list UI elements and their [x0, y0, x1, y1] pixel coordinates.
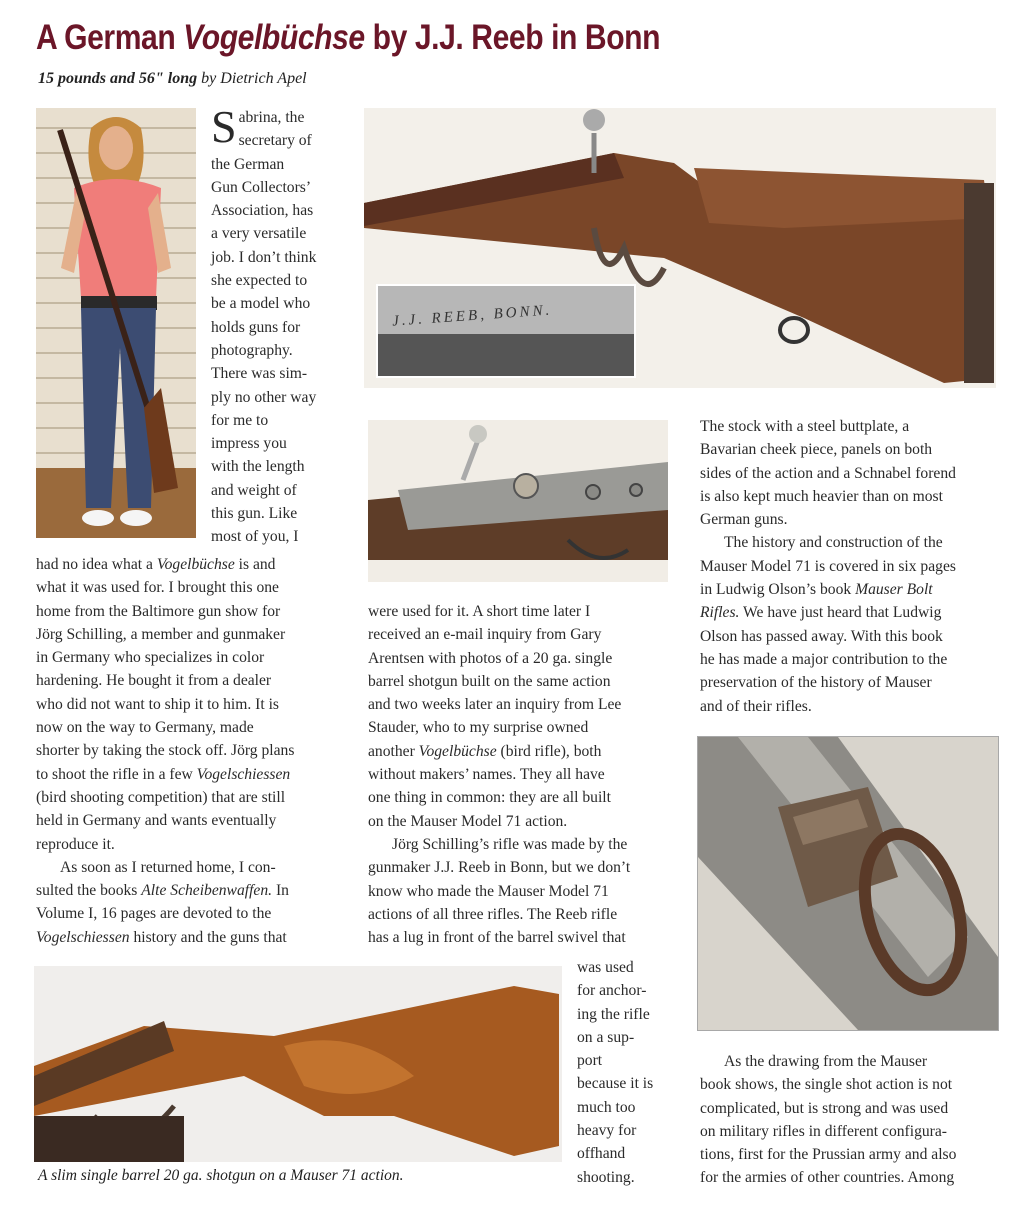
text-line: Bavarian cheek piece, panels on both	[700, 441, 933, 459]
text-line: Olson has passed away. With this book	[700, 627, 943, 645]
text-line: Jörg Schilling’s rifle was made by the	[392, 835, 628, 853]
text-line: now on the way to Germany, made	[36, 719, 254, 737]
text-line: in Germany who specializes in color	[36, 649, 265, 667]
text-line: actions of all three rifles. The Reeb rifle	[368, 905, 618, 923]
text-line: and weight of	[211, 481, 297, 499]
text-line: on the Mauser Model 71 action.	[368, 812, 568, 830]
action-photo	[368, 420, 668, 582]
text-line: shorter by taking the stock off. Jörg plans	[36, 742, 295, 760]
article-byline: 15 pounds and 56" long by Dietrich Apel	[38, 70, 307, 87]
text-line: another Vogelbüchse (bird rifle), both	[368, 742, 602, 760]
text-line: preservation of the history of Mauser	[700, 674, 932, 692]
text-line: know who made the Mauser Model 71	[368, 882, 609, 900]
text-line: much too	[577, 1098, 636, 1116]
text-line: impress you	[211, 435, 287, 453]
text-line: Rifles. We have just heard that Ludwig	[700, 604, 942, 622]
text-line: this gun. Like	[211, 505, 298, 523]
article-title: A German Vogelbüchse by J.J. Reeb in Bonn	[36, 18, 661, 57]
text-line: and two weeks later an inquiry from Lee	[368, 696, 622, 714]
text-line: The history and construction of the	[724, 534, 943, 552]
text-line: were used for it. A short time later I	[368, 603, 591, 620]
text-line: holds guns for	[211, 318, 301, 336]
column-2-text	[368, 600, 668, 949]
text-line: had no idea what a Vogelbüchse is and	[36, 556, 276, 573]
text-line: German guns.	[700, 511, 788, 529]
drop-cap: S	[211, 101, 237, 152]
text-line: As the drawing from the Mauser	[724, 1053, 928, 1070]
text-line: Association, has	[211, 202, 314, 220]
text-line: abrina, the	[238, 109, 305, 126]
column-3-bottom-text	[700, 1050, 1000, 1190]
text-line: one thing in common: they are all built	[368, 789, 611, 807]
text-line: what it was used for. I brought this one	[36, 579, 279, 597]
text-line: without makers’ names. They all have	[368, 766, 605, 784]
text-line: reproduce it.	[36, 835, 115, 853]
text-line: for anchor-	[577, 982, 647, 1000]
text-line: heavy for	[577, 1122, 637, 1140]
intro-narrow-text	[211, 101, 361, 549]
text-line: Jörg Schilling, a member and gunmaker	[36, 625, 286, 643]
text-line: gunmaker J.J. Reeb in Bonn, but we don’t	[368, 859, 631, 877]
text-line: sides of the action and a Schnabel forend	[700, 464, 956, 482]
text-line: shooting.	[577, 1168, 635, 1186]
stock-photo	[364, 108, 996, 388]
text-line: (bird shooting competition) that are still	[36, 788, 286, 806]
text-line: hardening. He bought it from a dealer	[36, 672, 272, 690]
text-line: sulted the books Alte Scheibenwaffen. In	[36, 882, 289, 900]
text-line: to shoot the rifle in a few Vogelschiessen	[36, 765, 291, 783]
text-line: As soon as I returned home, I con-	[60, 858, 276, 876]
text-line: in Ludwig Olson’s book Mauser Bolt	[700, 581, 933, 599]
text-line: Arentsen with photos of a 20 ga. single	[368, 649, 613, 667]
text-line: received an e-mail inquiry from Gary	[368, 626, 602, 644]
text-line: home from the Baltimore gun show for	[36, 602, 281, 620]
text-line: for me to	[211, 411, 269, 429]
text-line: photography.	[211, 341, 293, 359]
text-line: most of you, I	[211, 528, 299, 546]
shotgun-caption: A slim single barrel 20 ga. shotgun on a Mauser 71 action.	[38, 1167, 404, 1184]
text-line: barrel shotgun built on the same action	[368, 672, 611, 690]
text-line: port	[577, 1052, 603, 1070]
engraving-text: J.J. REEB, BONN.	[391, 302, 553, 330]
text-line: Gun Collectors’	[211, 178, 312, 196]
text-line: Volume I, 16 pages are devoted to the	[36, 905, 272, 923]
text-line: held in Germany and wants eventually	[36, 812, 277, 830]
text-line: complicated, but is strong and was used	[700, 1099, 949, 1117]
column-1-text	[36, 553, 361, 949]
text-line: Stauder, who to my surprise owned	[368, 719, 589, 737]
text-line: on military rifles in different configura-	[700, 1122, 947, 1140]
column-2-narrow-text	[577, 956, 677, 1189]
text-line: a very versatile	[211, 225, 307, 243]
text-line: ing the rifle	[577, 1005, 650, 1023]
text-line: Vogelschiessen history and the guns that	[36, 928, 287, 946]
text-line: Mauser Model 71 is covered in six pages	[700, 557, 956, 575]
text-line: for the armies of other countries. Among	[700, 1169, 955, 1187]
text-line: offhand	[577, 1145, 626, 1163]
text-line: is also kept much heavier than on most	[700, 487, 943, 505]
text-line: he has made a major contribution to the	[700, 650, 948, 668]
text-line: The stock with a steel buttplate, a	[700, 418, 910, 435]
shotgun-photo	[34, 966, 562, 1162]
text-line: and of their rifles.	[700, 697, 812, 715]
text-line: was used	[577, 959, 634, 976]
text-line: she expected to	[211, 272, 308, 290]
text-line: secretary of	[238, 132, 312, 150]
text-line: with the length	[211, 458, 305, 476]
text-line: the German	[211, 155, 285, 173]
text-line: tions, first for the Prussian army and also	[700, 1146, 957, 1164]
woman-photo	[36, 108, 196, 538]
engraving-inset	[376, 284, 636, 378]
text-line: because it is	[577, 1075, 654, 1093]
text-line: book shows, the single shot action is not	[700, 1076, 953, 1094]
text-line: on a sup-	[577, 1028, 635, 1046]
swivel-photo	[697, 736, 999, 1031]
text-line: ply no other way	[211, 388, 317, 406]
text-line: job. I don’t think	[211, 248, 317, 266]
text-line: There was sim-	[211, 365, 308, 383]
text-line: has a lug in front of the barrel swivel that	[368, 929, 626, 947]
text-line: who did not want to ship it to him. It is	[36, 695, 280, 713]
text-line: be a model who	[211, 295, 311, 313]
column-3-text	[700, 415, 1000, 718]
